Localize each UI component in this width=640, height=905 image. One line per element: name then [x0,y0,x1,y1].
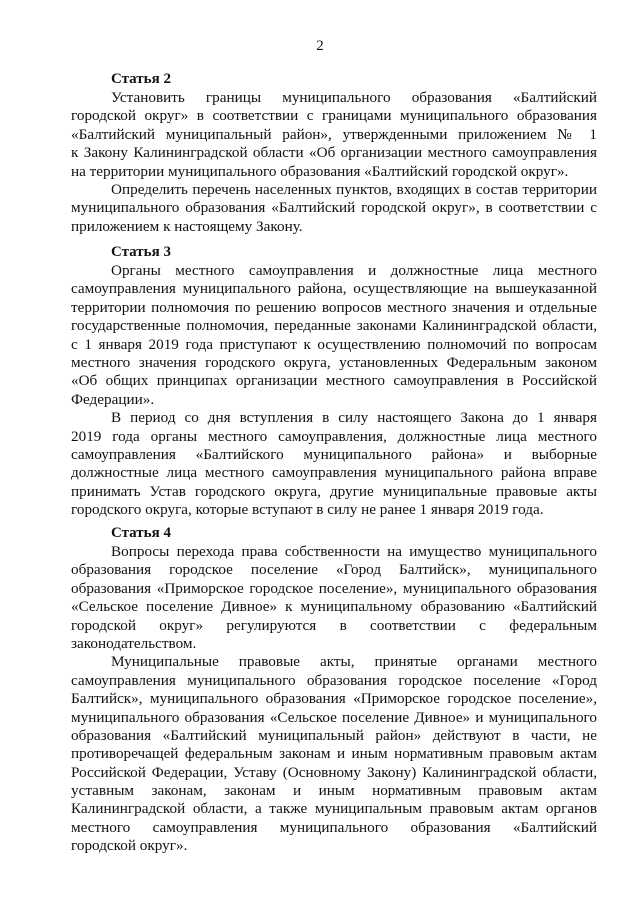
text-line: с 1 января 2019 года приступают к осуществлению полномочий по вопросам [71,335,597,353]
article-4 [71,524,597,856]
article-title: Статья 2 [111,71,171,87]
article-2 [71,70,597,236]
text-line: городского округа, которые вступают в силу не ранее 1 января 2019 года. [71,501,544,519]
text-line: законодательством. [71,634,197,652]
text-line: местного значения городского округа, установленных Федеральным законом [71,353,597,371]
text-line: должностные лица местного самоуправления муниципального района вправе [71,464,597,482]
text-line: Муниципальные правовые акты, принятые органами местного [111,653,597,671]
text-line: «Об общих принципах организации местного самоуправления в Российской [71,372,597,390]
paragraph [71,89,597,181]
article-3 [71,243,597,519]
text-line: образования «Балтийский муниципальный район» действуют в части, не [71,726,597,744]
text-line: государственные полномочия, переданные законами Калининградской области, [71,317,597,335]
text-line: городской округ» в соответствии с границами муниципального образования [71,107,597,125]
text-line: городской округ». [71,837,188,855]
text-line: Вопросы перехода права собственности на имущество муниципального [111,543,597,560]
article-title: Статья 3 [111,244,171,260]
text-line: образования городское поселение «Город Балтийск», муниципального [71,561,597,579]
text-line: В период со дня вступления в силу настоящего Закона до 1 января [111,409,597,427]
text-line: муниципального образования «Балтийский городской округ», в соответствии с [71,199,597,217]
text-line: самоуправления муниципального района, осуществляющие на вышеуказанной [71,280,597,298]
text-line: местного самоуправления муниципального образования «Балтийский [71,818,597,836]
paragraph [71,409,597,519]
article-title: Статья 4 [111,525,171,541]
text-line: приложением к настоящему Закону. [71,217,303,235]
paragraph [71,181,597,236]
text-line: Установить границы муниципального образования «Балтийский [111,89,597,106]
text-line: «Сельское поселение Дивное» к муниципальному образованию «Балтийский [71,598,597,616]
text-line: 2019 года органы местного самоуправления, должностные лица местного [71,427,597,445]
text-line: Балтийск», муниципального образования «Приморское городское поселение», [71,690,597,708]
paragraph [71,653,597,855]
text-line: к Закону Калининградской области «Об организации местного самоуправления [71,144,597,162]
text-line: самоуправления «Балтийского муниципального района» и выборные [71,445,597,463]
paragraph [71,262,597,409]
paragraph [71,543,597,653]
text-line: образования «Приморское городское поселение», муниципального образования [71,579,597,597]
text-line: противоречащей федеральным законам и иным нормативным правовым актам [71,745,597,763]
text-line: Органы местного самоуправления и должностные лица местного [111,262,597,279]
text-line: Определить перечень населенных пунктов, входящих в состав территории [111,180,597,198]
text-line: городской округ» регулируются в соответствии с федеральным [71,616,597,634]
text-line: на территории муниципального образования «Балтийский городской округ». [71,162,569,180]
text-line: «Балтийский муниципальный район», утвержденными приложением № 1 [71,125,597,143]
text-line: муниципального образования «Сельское поселение Дивное» и муниципального [71,708,597,726]
text-line: самоуправления муниципального образования городское поселение «Город [71,671,597,689]
text-line: принимать Устав городского округа, другие муниципальные правовые акты [71,482,597,500]
text-line: уставным законам, законам и иным нормативным правовым актам [71,782,597,800]
text-line: территории полномочия по решению вопросов местного значения и отдельные [71,298,597,316]
text-line: Российской Федерации, Уставу (Основному Закону) Калининградской области, [71,763,597,781]
text-line: Калининградской области, а также муниципальным правовым актам органов [71,800,597,818]
page-number: 2 [316,38,324,54]
text-line: Федерации». [71,390,155,408]
